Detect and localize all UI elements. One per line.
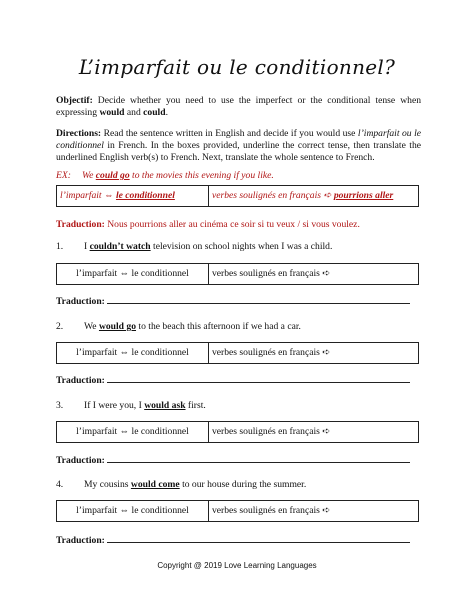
tense-choice-cell[interactable]: l’imparfait ⇔ le conditionnel: [57, 264, 209, 284]
question-verb: couldn’t watch: [89, 241, 151, 252]
objectif-text: Decide whether you need to use the imperfect or the conditional tense when expressing: [56, 95, 421, 118]
example-trad-text: Nous pourrions aller au cinéma ce soir si tu veux / si vous voulez.: [104, 219, 360, 230]
question-number: 1.: [56, 241, 64, 252]
question-pre: We: [84, 321, 99, 332]
would-word: would: [99, 107, 125, 118]
question-1: [56, 241, 421, 253]
translation-line-2: [56, 375, 418, 387]
example-tense-b: le conditionnel: [115, 190, 175, 201]
example-trad-label: Traduction:: [56, 219, 105, 230]
example-verbs-cell: [209, 186, 418, 206]
question-verb: would ask: [144, 400, 186, 411]
question-2: [56, 321, 421, 333]
directions-paragraph: [56, 128, 421, 164]
question-3: [56, 400, 421, 412]
example-verb: could go: [95, 170, 130, 181]
answer-box-4: [56, 500, 419, 522]
question-pre: If I were you, I: [84, 400, 145, 411]
directions-label: Directions:: [56, 128, 102, 139]
directions-text-2: in French. In the boxes provided, underline the correct tense, then translate the underlined English verb(s) to French. Next, translate the whole sentence to French.: [56, 140, 421, 163]
translation-blank[interactable]: [107, 375, 410, 383]
example-sentence: [56, 170, 421, 182]
objectif-label: Objectif:: [56, 95, 93, 106]
example-pre: We: [82, 170, 96, 181]
question-post: to the beach this afternoon if we had a car.: [136, 321, 301, 332]
translation-label: Traduction:: [56, 535, 105, 546]
verbs-answer-cell[interactable]: verbes soulignés en français ➪: [212, 268, 331, 279]
verbs-answer-cell[interactable]: verbes soulignés en français ➪: [212, 505, 331, 516]
answer-box-2: [56, 342, 419, 364]
example-post: to the movies this evening if you like.: [129, 170, 274, 181]
example-answer-box: [56, 185, 419, 207]
question-verb: would come: [130, 479, 180, 490]
translation-blank[interactable]: [107, 296, 410, 304]
question-4: [56, 479, 421, 491]
translation-label: Traduction:: [56, 455, 105, 466]
question-verb: would go: [98, 321, 137, 332]
could-word: could: [143, 107, 166, 118]
tense-choice-cell[interactable]: l’imparfait ⇔ le conditionnel: [57, 422, 209, 442]
directions-text-1: Read the sentence written in English and decide if you would use: [101, 128, 358, 139]
translation-label: Traduction:: [56, 375, 105, 386]
objectif-paragraph: [56, 95, 421, 119]
tense-choice-cell[interactable]: l’imparfait ⇔ le conditionnel: [57, 501, 209, 521]
translation-line-1: [56, 296, 418, 308]
translation-blank[interactable]: [107, 535, 410, 543]
example-tense-cell: [57, 186, 209, 206]
answer-box-3: [56, 421, 419, 443]
question-number: 2.: [56, 321, 64, 332]
question-pre: My cousins: [84, 479, 131, 490]
question-pre: I: [84, 241, 90, 252]
tense-choice-cell[interactable]: l’imparfait ⇔ le conditionnel: [57, 343, 209, 363]
answer-box-1: [56, 263, 419, 285]
example-verbs-label: verbes soulignés en français ➪: [212, 190, 334, 201]
objectif-end: .: [165, 107, 168, 118]
translation-blank[interactable]: [107, 455, 410, 463]
example-tense-a: l’imparfait ⇔: [60, 190, 116, 201]
translation-label: Traduction:: [56, 296, 105, 307]
verbs-answer-cell[interactable]: verbes soulignés en français ➪: [212, 426, 331, 437]
page-title: L’imparfait ou le conditionnel?: [78, 55, 396, 79]
verbs-answer-cell[interactable]: verbes soulignés en français ➪: [212, 347, 331, 358]
question-number: 3.: [56, 400, 64, 411]
directions-italic: l’imparfait ou le conditionnel: [56, 128, 422, 151]
question-post: first.: [185, 400, 206, 411]
translation-line-3: [56, 455, 418, 467]
example-label: EX:: [56, 170, 71, 181]
example-translation: [56, 219, 421, 231]
copyright-footer: Copyright @ 2019 Love Learning Languages: [157, 561, 317, 570]
and-word: and: [124, 107, 144, 118]
translation-line-4: [56, 535, 418, 547]
question-post: to our house during the summer.: [179, 479, 307, 490]
example-verbs-answer: pourrions aller: [333, 190, 394, 201]
question-number: 4.: [56, 479, 64, 490]
question-post: television on school nights when I was a child.: [150, 241, 333, 252]
